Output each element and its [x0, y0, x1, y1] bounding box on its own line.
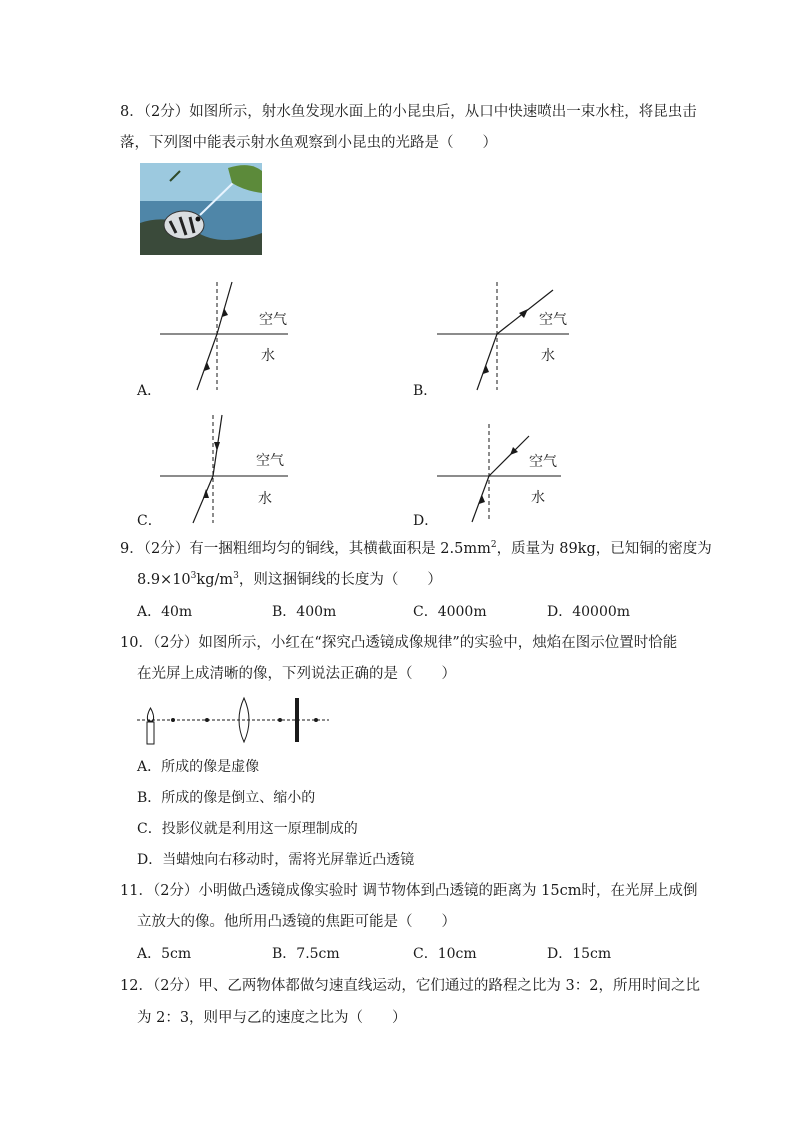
- label-air: 空气: [256, 453, 284, 469]
- q8-option-b-diagram: [437, 280, 571, 392]
- q9-option-b[interactable]: B．400m: [272, 604, 337, 620]
- q9-option-c[interactable]: C．4000m: [413, 604, 487, 620]
- q10-lens-experiment-diagram: [135, 696, 331, 746]
- q11-option-a[interactable]: A．5cm: [137, 946, 192, 962]
- q8-option-c[interactable]: C．: [137, 513, 162, 529]
- q11-line-2: 立放大的像。他所用凸透镜的焦距可能是（ ）: [137, 914, 456, 930]
- q8-option-a[interactable]: A．: [137, 383, 162, 399]
- label-air: 空气: [539, 312, 567, 328]
- q8-option-c-diagram: [160, 413, 290, 525]
- q12-line-1: 12．（2分）甲、乙两物体都做匀速直线运动，它们通过的路程之比为 3：2，所用时间之比: [120, 978, 700, 994]
- q9-density-unit: kg/m: [196, 572, 234, 588]
- q8-option-a-diagram: [160, 280, 290, 392]
- label-air: 空气: [259, 312, 287, 328]
- q8-option-b[interactable]: B．: [413, 383, 438, 399]
- label-water: 水: [258, 491, 272, 507]
- q9-exp-3: 3: [233, 571, 239, 582]
- q11-option-d[interactable]: D．15cm: [547, 946, 612, 962]
- q10-option-a[interactable]: A．所成的像是虚像: [137, 759, 260, 775]
- label-air: 空气: [529, 454, 557, 470]
- q9-density-value: 8.9×10: [137, 572, 191, 588]
- q8-line-1: 8．（2分）如图所示，射水鱼发现水面上的小昆虫后，从口中快速喷出一束水柱，将昆虫击: [120, 104, 697, 120]
- q10-option-d[interactable]: D．当蜡烛向右移动时，需将光屏靠近凸透镜: [137, 852, 415, 868]
- q9-line-2-tail: ，则这捆铜线的长度为（ ）: [238, 572, 442, 588]
- q9-line-1: [120, 539, 712, 559]
- q10-option-c[interactable]: C．投影仪就是利用这一原理制成的: [137, 821, 358, 837]
- label-water: 水: [541, 348, 555, 364]
- q11-line-1: 11．（2分）小明做凸透镜成像实验时 调节物体到凸透镜的距离为 15cm时，在光屏上成倒: [120, 883, 698, 899]
- q10-line-2: 在光屏上成清晰的像，下列说法正确的是（ ）: [137, 666, 456, 682]
- q9-line-1-tail: ，质量为 89kg，已知铜的密度为: [496, 541, 712, 557]
- candle-icon: [147, 722, 154, 744]
- q12-line-2: 为 2：3，则甲与乙的速度之比为（ ）: [137, 1010, 407, 1026]
- label-water: 水: [261, 348, 275, 364]
- q9-exp-1: 2: [490, 540, 497, 551]
- q9-option-d[interactable]: D．40000m: [547, 604, 631, 620]
- screen-icon: [295, 698, 299, 742]
- q10-option-b[interactable]: B．所成的像是倒立、缩小的: [137, 790, 316, 806]
- q11-option-c[interactable]: C．10cm: [413, 946, 477, 962]
- q11-option-b[interactable]: B．7.5cm: [272, 946, 340, 962]
- label-water: 水: [531, 490, 545, 506]
- q9-option-a[interactable]: A．40m: [137, 604, 193, 620]
- q9-line-2: [137, 570, 442, 590]
- q10-line-1: 10．（2分）如图所示，小红在“探究凸透镜成像规律”的实验中，烛焰在图示位置时恰能: [120, 635, 678, 651]
- q9-exp-2: 3: [190, 571, 197, 582]
- q9-line-1-text: 9．（2分）有一捆粗细均匀的铜线，其横截面积是 2.5mm: [120, 541, 491, 557]
- q8-option-d[interactable]: D．: [413, 513, 439, 529]
- q8-line-2: 落，下列图中能表示射水鱼观察到小昆虫的光路是（ ）: [120, 135, 497, 151]
- q8-option-d-diagram: [437, 422, 565, 524]
- archer-fish-photo: [140, 163, 262, 255]
